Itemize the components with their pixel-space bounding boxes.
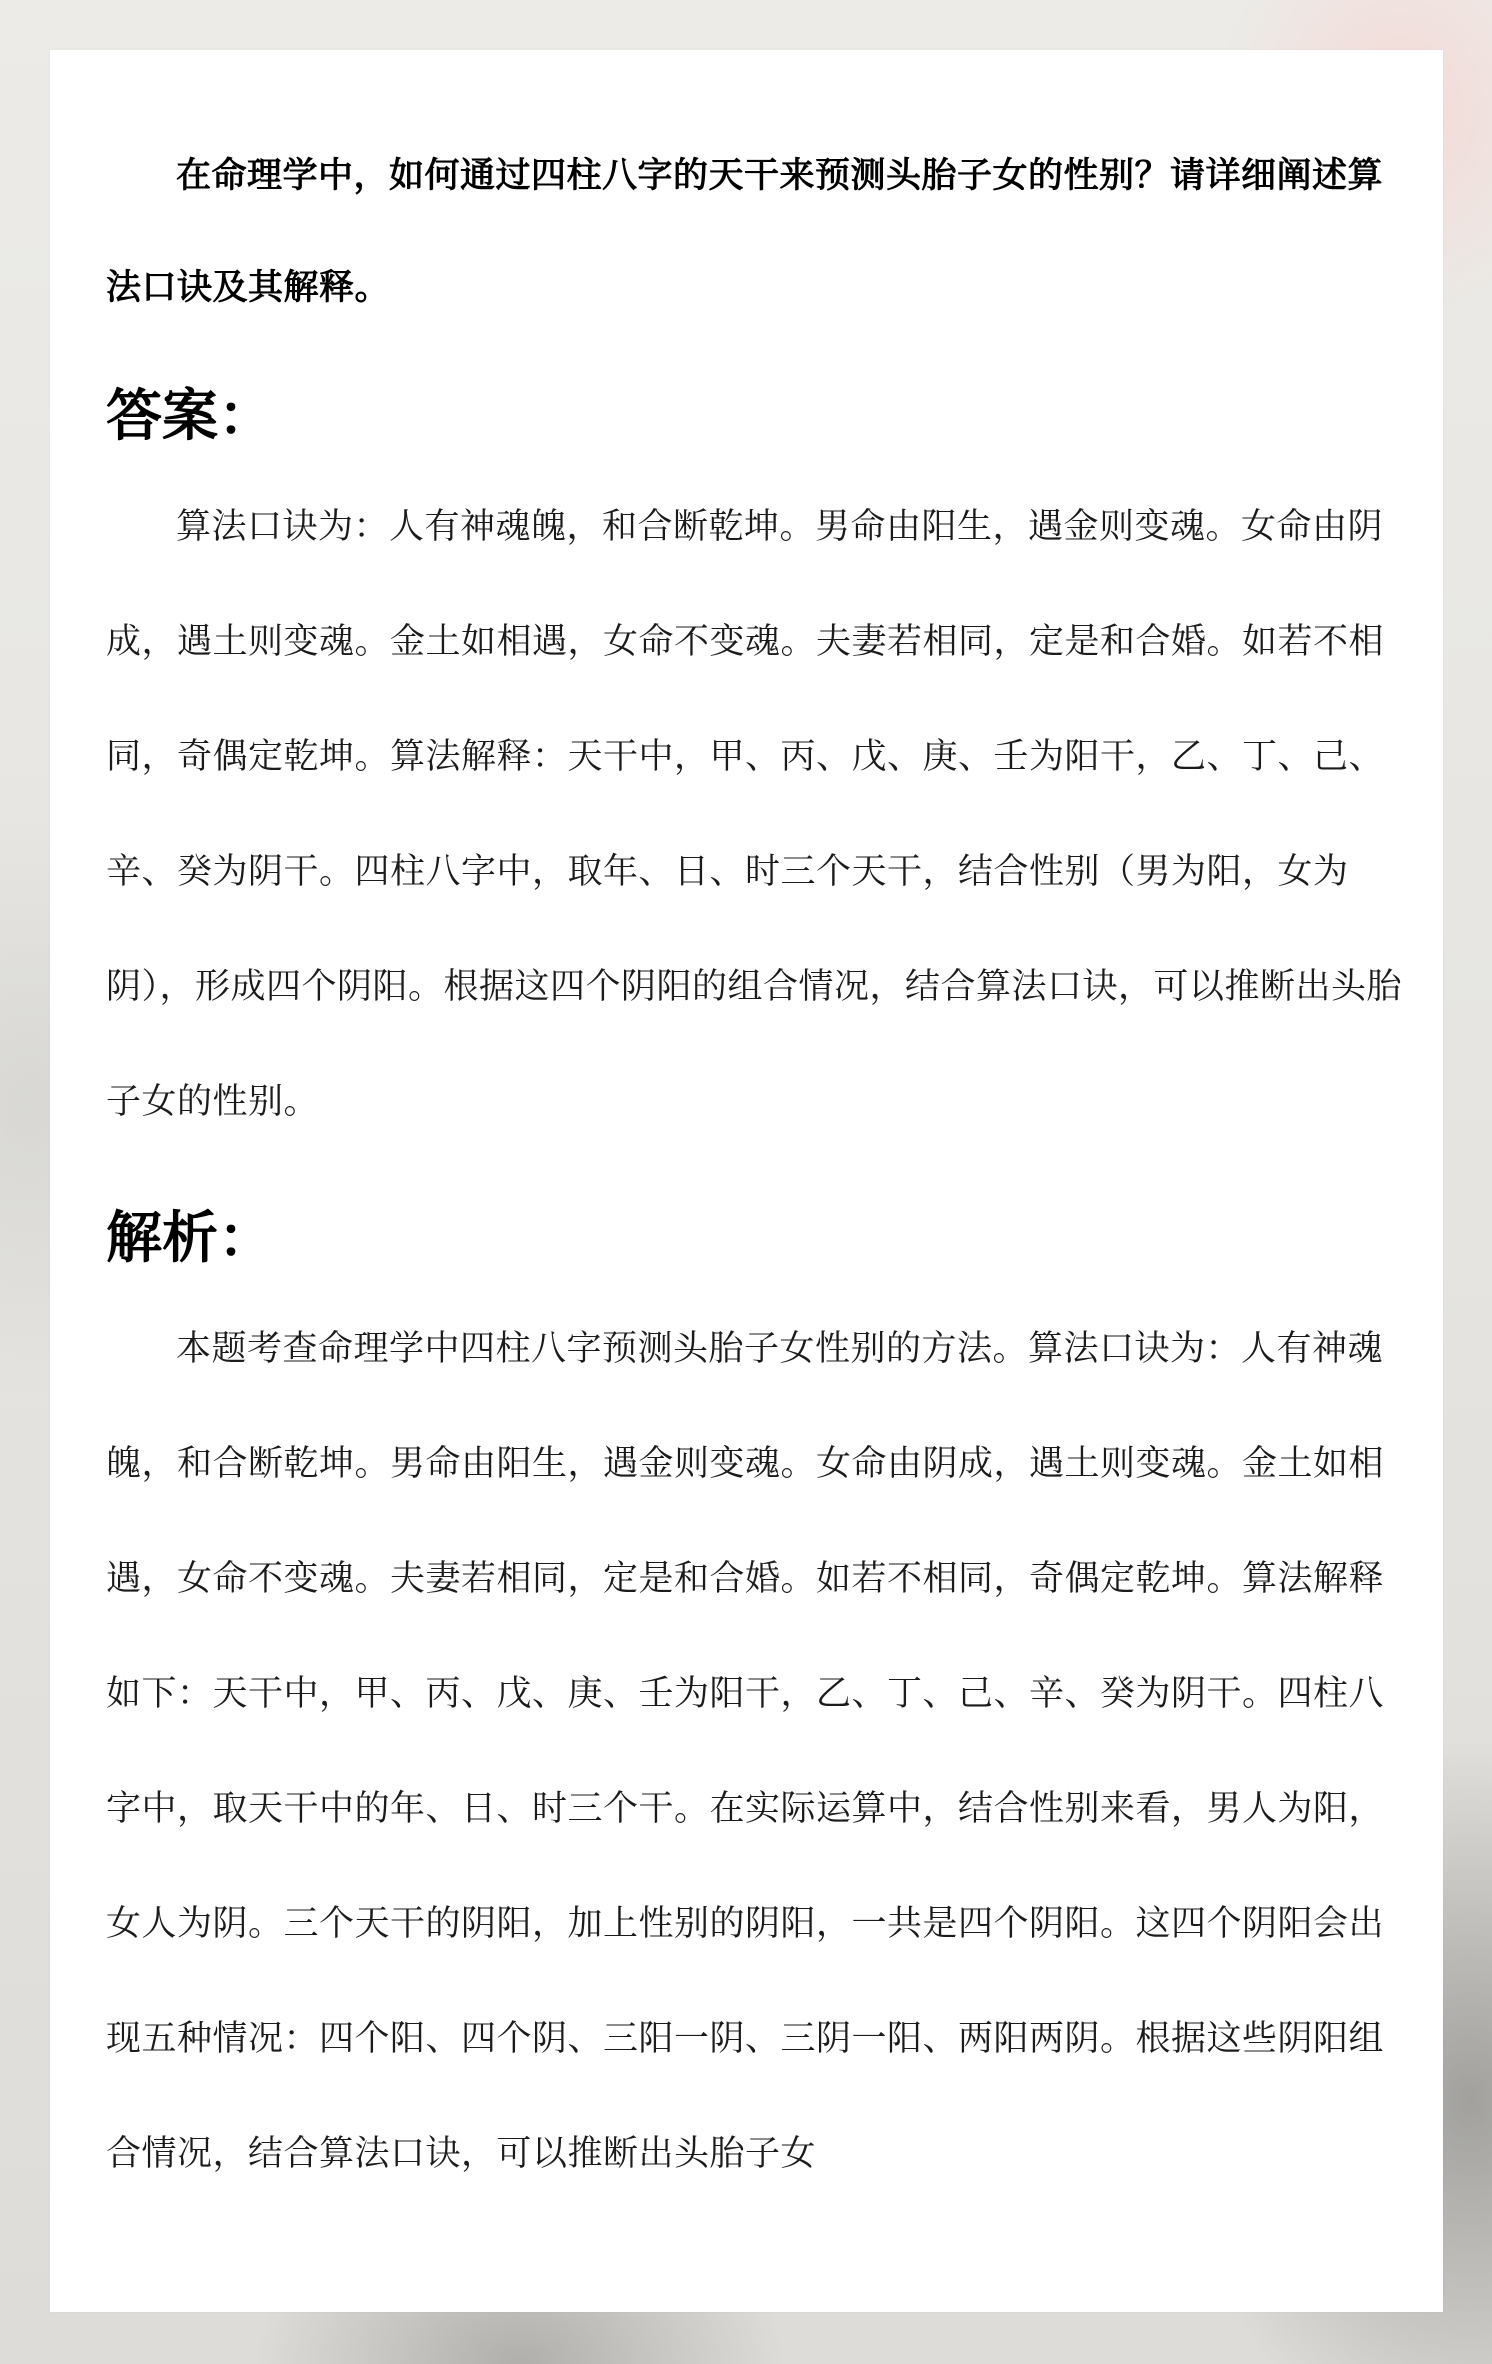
analysis-text: 本题考查命理学中四柱八字预测头胎子女性别的方法。算法口诀为：人有神魂魄，和合断乾坤。男命由阳生，遇金则变魂。女命由阴成，遇土则变魂。金土如相遇，女命不变魂。夫妻若相同，定是和合婚。如若不相同，奇偶定乾坤。算法解释如下：天干中，甲、丙、戊、庚、壬为阳干，乙、丁、己、辛、癸为阴干。四柱八字中，取天干中的年、日、时三个干。在实际运算中，结合性别来看，男人为阳，女人为阴。三个天干的阴阳，加上性别的阴阳，一共是四个阴阳。这四个阴阳会出现五种情况：四个阳、四个阴、三阳一阴、三阴一阳、两阳两阴。根据这些阴阳组合情况，结合算法口诀，可以推断出头胎子女 [106, 1329, 1385, 2174]
question-text: 在命理学中，如何通过四柱八字的天干来预测头胎子女的性别？请详细阐述算法口诀及其解释。 [106, 156, 1384, 308]
content-card [50, 50, 1443, 2312]
answer-text: 算法口诀为：人有神魂魄，和合断乾坤。男命由阳生，遇金则变魂。女命由阴成，遇土则变魂。金土如相遇，女命不变魂。夫妻若相同，定是和合婚。如若不相同，奇偶定乾坤。算法解释：天干中，甲、丙、戊、庚、壬为阳干，乙、丁、己、辛、癸为阴干。四柱八字中，取年、日、时三个天干，结合性别（男为阳，女为阴），形成四个阴阳。根据这四个阴阳的组合情况，结合算法口诀，可以推断出头胎子女的性别。 [106, 507, 1403, 1122]
article-body [106, 156, 1416, 2212]
analysis-heading: 解析： [106, 1206, 274, 1271]
answer-heading: 答案： [106, 384, 274, 449]
